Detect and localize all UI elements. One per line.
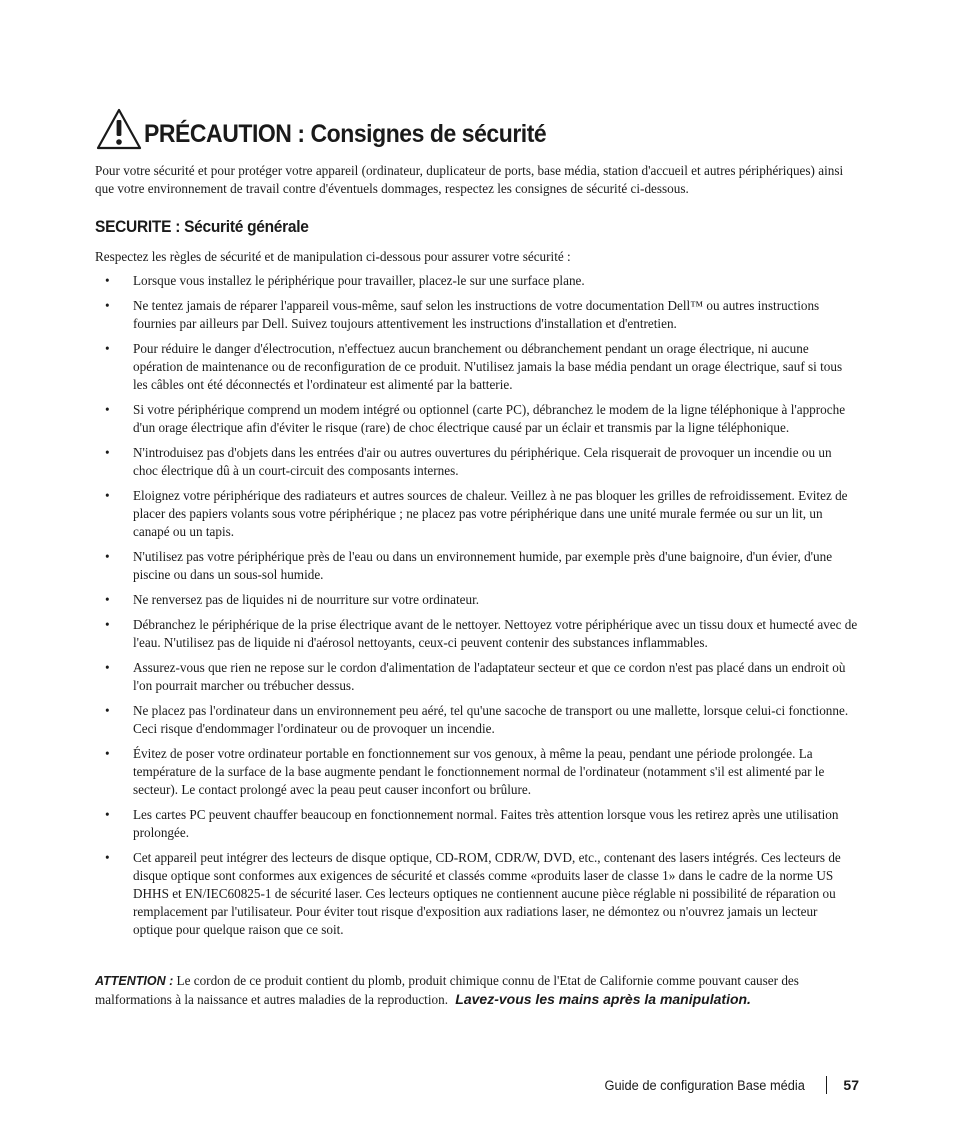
intro-paragraph: Pour votre sécurité et pour protéger votre appareil (ordinateur, duplicateur de ports, base média, station d'accueil et autres périphériques) ainsi que votre environnement de travail contre d'éventuels dommages, respectez les consignes de sécurité ci-dessous. <box>95 163 844 196</box>
list-item-text: Assurez-vous que rien ne repose sur le cordon d'alimentation de l'adaptateur secteur et que ce cordon n'est pas placé dans un endroit où l'on pourrait marcher ou trébucher dessus. <box>133 660 846 693</box>
list-item-text: Lorsque vous installez le périphérique pour travailler, placez-le sur une surface plane. <box>133 273 585 288</box>
list-item-text: Débranchez le périphérique de la prise électrique avant de le nettoyer. Nettoyez votre périphérique avec un tissu doux et humecté avec de l'eau. N'utilisez pas de liquide ni d'aérosol nettoyants, ceux-ci peuvent contenir des substances inflammables. <box>133 617 858 650</box>
attention-label: ATTENTION : <box>95 974 174 988</box>
bullet: • <box>105 402 110 417</box>
bullet: • <box>105 660 110 675</box>
page-title <box>96 108 581 150</box>
page-number: 57 <box>843 1077 859 1093</box>
bullet: • <box>105 273 110 288</box>
warning-triangle-icon <box>96 108 142 150</box>
list-item-text: Ne tentez jamais de réparer l'appareil vous-même, sauf selon les instructions de votre documentation Dell™ ou autres instructions fournies par ailleurs par Dell. Suivez toujours attentivement les instructions d'installation et d'entretien. <box>133 298 820 331</box>
list-item <box>95 401 859 437</box>
list-item-text: Cet appareil peut intégrer des lecteurs de disque optique, CD-ROM, CDR/W, DVD, etc., contenant des lasers intégrés. Ces lecteurs de disque optique sont conformes aux exigences de sécurité et classés comme «produits laser de classe 1» dans le cadre de la norme US DHHS et EN/IEC60825-1 de sécurité laser. Ces lecteurs optiques ne contiennent aucune pièce réglable ni possibilité de réparation ou remplacement par l'utilisateur. Pour éviter tout risque d'exposition aux radiations laser, ne démontez ou n'ouvrez jamais un lecteur optique pour quelque raison que ce soit. <box>133 850 841 937</box>
bullet: • <box>105 341 110 356</box>
list-item-text: N'introduisez pas d'objets dans les entrées d'air ou autres ouvertures du périphérique. Cela risquerait de provoquer un incendie ou un choc électrique dû à un court-circuit des composants internes. <box>133 445 832 478</box>
list-item <box>95 340 859 394</box>
page-footer <box>594 1076 859 1094</box>
section-lead: Respectez les règles de sécurité et de manipulation ci-dessous pour assurer votre sécurité : <box>95 249 571 264</box>
list-item <box>95 272 859 290</box>
attention-emphasis: Lavez-vous les mains après la manipulation. <box>455 991 751 1007</box>
list-item-text: Eloignez votre périphérique des radiateurs et autres sources de chaleur. Veillez à ne pas bloquer les grilles de refroidissement. Evitez de placer des papiers volants sous votre périphérique ; ne placez pas votre périphérique dans une unité murale fermée ou sur un lit, un canapé ou un tapis. <box>133 488 848 539</box>
list-item <box>95 849 859 939</box>
list-item <box>95 659 859 695</box>
section-heading: SECURITE : Sécurité générale <box>95 218 309 236</box>
bullet: • <box>105 445 110 460</box>
list-item-text: Ne placez pas l'ordinateur dans un environnement peu aéré, tel qu'une sacoche de transport ou une mallette, lorsque celui-ci fonctionne. Ceci risque d'endommager l'ordinateur ou de provoquer un incendie. <box>133 703 849 736</box>
bullet: • <box>105 703 110 718</box>
bullet: • <box>105 592 110 607</box>
list-item-text: Si votre périphérique comprend un modem intégré ou optionnel (carte PC), débranchez le modem de la ligne téléphonique à l'approche d'un orage électrique afin d'éviter le risque (rare) de choc électrique causé par un éclair et transmis par la ligne téléphonique. <box>133 402 846 435</box>
bullet: • <box>105 746 110 761</box>
bullet: • <box>105 488 110 503</box>
bullet: • <box>105 850 110 865</box>
attention-text: Le cordon de ce produit contient du plomb, produit chimique connu de l'Etat de Californie comme pouvant causer des malformations à la naissance et autres maladies de la reproduction. <box>95 973 799 1007</box>
list-item <box>95 444 859 480</box>
list-item <box>95 297 859 333</box>
list-item <box>95 487 859 541</box>
list-item <box>95 745 859 799</box>
bullet: • <box>105 298 110 313</box>
attention-note <box>95 972 861 1009</box>
page-title-text: PRÉCAUTION : Consignes de sécurité <box>144 120 547 148</box>
list-item <box>95 702 859 738</box>
list-item <box>95 616 859 652</box>
bullet: • <box>105 807 110 822</box>
bullet: • <box>105 549 110 564</box>
list-item-text: Pour réduire le danger d'électrocution, n'effectuez aucun branchement ou débranchement pendant un orage électrique, ni aucune opération de maintenance ou de reconfiguration de ce produit. N'utilisez jamais la base média pendant un orage électrique, sauf si tous les câbles ont été déconnectés et l'ordinateur est alimenté par la batterie. <box>133 341 843 392</box>
list-item-text: Évitez de poser votre ordinateur portable en fonctionnement sur vos genoux, à même la peau, pendant une période prolongée. La température de la surface de la base augmente pendant le fonctionnement normal de l'ordinateur (notamment s'il est alimenté par le secteur). Le contact prolongé avec la peau peut causer inconfort ou brûlure. <box>133 746 825 797</box>
list-item <box>95 806 859 842</box>
list-item <box>95 548 859 584</box>
footer-title: Guide de configuration Base média <box>604 1077 805 1093</box>
list-item-text: N'utilisez pas votre périphérique près de l'eau ou dans un environnement humide, par exemple près d'une baignoire, d'un évier, d'une piscine ou dans un sous-sol humide. <box>133 549 833 582</box>
safety-rules-list <box>95 272 859 946</box>
footer-divider <box>826 1076 827 1094</box>
list-item-text: Les cartes PC peuvent chauffer beaucoup en fonctionnement normal. Faites très attention lorsque vous les retirez après une utilisation prolongée. <box>133 807 839 840</box>
list-item <box>95 591 859 609</box>
bullet: • <box>105 617 110 632</box>
list-item-text: Ne renversez pas de liquides ni de nourriture sur votre ordinateur. <box>133 592 480 607</box>
